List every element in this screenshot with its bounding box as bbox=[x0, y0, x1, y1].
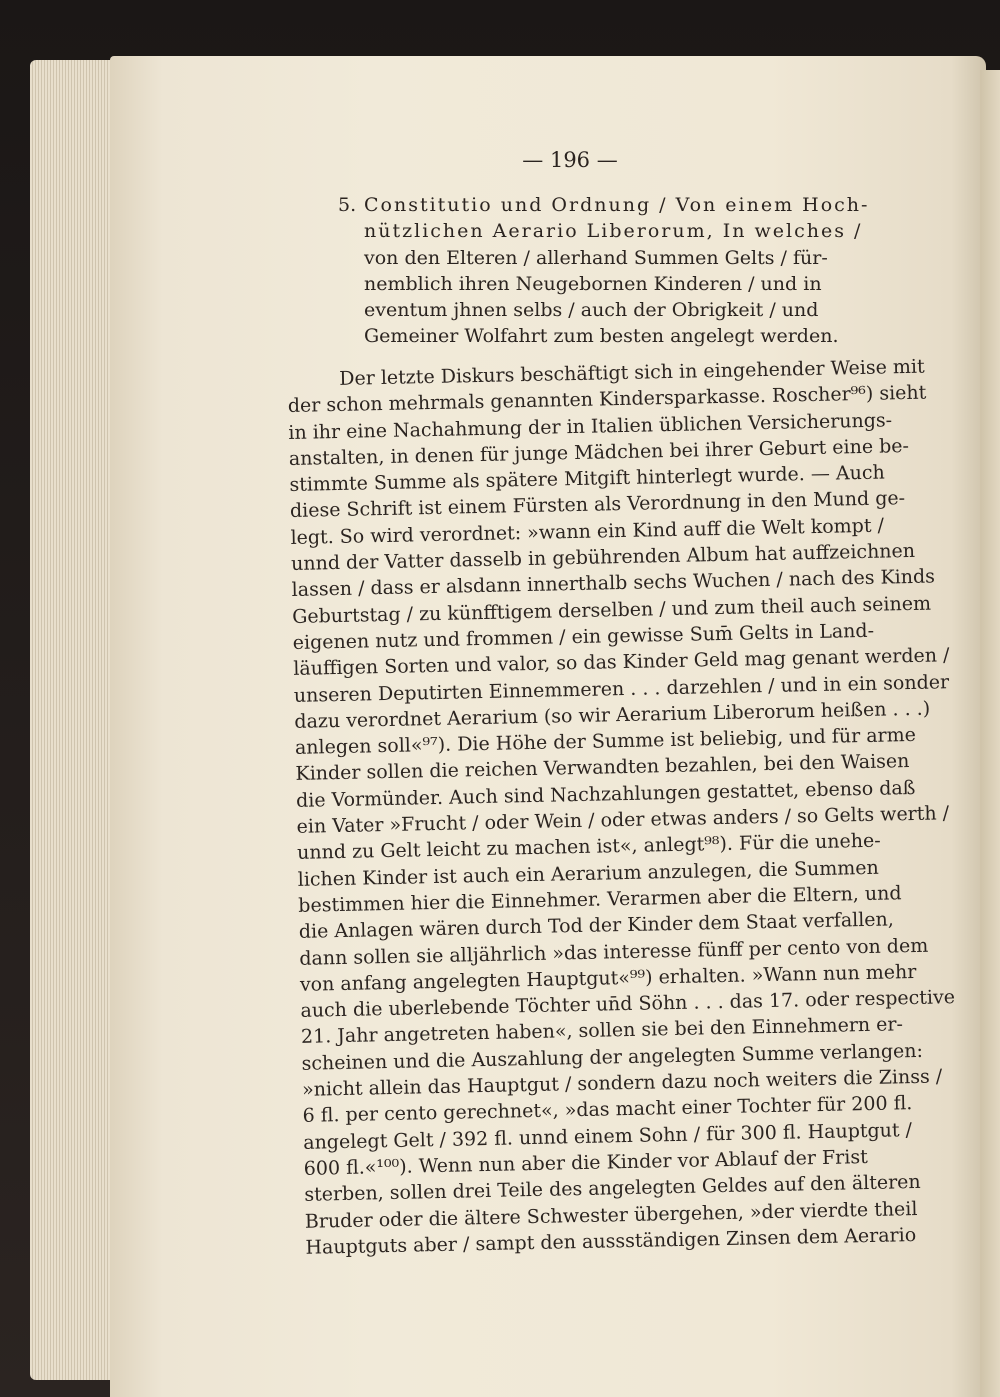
text-line: »nicht allein das Hauptgut / sondern dazu noch weiters die Zinss / bbox=[301, 1065, 943, 1101]
heading-line: nützlichen Aerario Liberorum, In welches / bbox=[364, 220, 863, 243]
text-line: die Anlagen wären durch Tod der Kinder dem Staat verfallen, bbox=[298, 908, 895, 944]
text-line: anlegen soll«⁹⁷). Die Höhe der Summe ist beliebig, und für arme bbox=[294, 724, 917, 760]
text-line: von anfang angelegten Hauptgut«⁹⁹) erhalten. »Wann nun mehr bbox=[299, 960, 917, 996]
text-line: sterben, sollen drei Teile des angelegten Geldes auf den älteren bbox=[304, 1171, 921, 1207]
text-line: angelegt Gelt / 392 fl. unnd einem Sohn / für 300 fl. Hauptgut / bbox=[303, 1118, 913, 1154]
text-line: der schon mehrmals genannten Kindersparkasse. Roscher⁹⁶) sieht bbox=[287, 381, 927, 418]
text-line: 21. Jahr angetreten haben«, sollen sie bei den Einnehmern er- bbox=[300, 1013, 904, 1049]
heading-line: nemblich ihren Neugebornen Kinderen / und in bbox=[364, 272, 822, 295]
text-line: bestimmen hier die Einnehmer. Verarmen aber die Eltern, und bbox=[298, 882, 902, 917]
text-line: scheinen und die Auszahlung der angelegten Summe verlangen: bbox=[301, 1039, 924, 1075]
text-line: stimmte Summe als spätere Mitgift hinterlegt wurde. — Auch bbox=[289, 461, 885, 497]
text-line: 600 fl.«¹⁰⁰). Wenn nun aber die Kinder vor Ablauf der Frist bbox=[303, 1145, 868, 1180]
text-line: lassen / dass er alsdann innerthalb sechs Wuchen / nach des Kinds bbox=[291, 565, 936, 602]
page-right-edge bbox=[980, 70, 1000, 1397]
text-line: 6 fl. per cento gerechnet«, »das macht einer Tochter für 200 fl. bbox=[302, 1092, 913, 1128]
text-line: legt. So wird verordnet: »wann ein Kind auff die Welt kompt / bbox=[290, 514, 885, 549]
text-line: Der letzte Diskurs beschäftigt sich in eingehender Weise mit bbox=[339, 355, 925, 390]
heading-line: Constitutio und Ordnung / Von einem Hoch- bbox=[364, 194, 870, 216]
text-line: anstalten, in denen für junge Mädchen bei ihrer Geburt eine be- bbox=[288, 434, 910, 470]
text-line: Hauptguts aber / sampt den aussständigen Zinsen dem Aerario bbox=[305, 1223, 917, 1259]
section-heading bbox=[338, 192, 870, 350]
heading-line: Gemeiner Wolfahrt zum besten angelegt werden. bbox=[364, 325, 839, 348]
text-line: lichen Kinder ist auch ein Aerarium anzulegen, die Summen bbox=[297, 856, 879, 891]
heading-line: eventum jhnen selbs / auch der Obrigkeit / und bbox=[364, 299, 819, 322]
text-line: läuffigen Sorten und valor, so das Kinder Geld mag genant werden / bbox=[293, 644, 950, 681]
page-number: — 196 — bbox=[522, 148, 618, 172]
heading-line: von den Elteren / allerhand Summen Gelts / für- bbox=[364, 246, 828, 269]
text-line: Kinder sollen die reichen Verwandten bezahlen, bei den Waisen bbox=[295, 750, 910, 786]
text-line: Bruder oder die ältere Schwester übergehen, »der vierdte theil bbox=[304, 1197, 918, 1233]
text-line: auch die uberlebende Töchter un̄d Söhn . . . das 17. oder respective bbox=[300, 986, 956, 1022]
text-line: dazu verordnet Aerarium (so wir Aerarium Liberorum heißen . . .) bbox=[294, 697, 931, 733]
text-line: in ihr eine Nachahmung der in Italien üblichen Versicherungs- bbox=[288, 408, 893, 444]
text-line: unnd der Vatter dasselb in gebührenden Album hat auffzeichnen bbox=[290, 539, 916, 576]
body-paragraph bbox=[287, 354, 956, 1261]
text-line: eigenen nutz und frommen / ein gewisse Sum̄ Gelts in Land- bbox=[292, 619, 875, 654]
text-line: dann sollen sie alljährlich »das interesse fünff per cento von dem bbox=[299, 934, 929, 970]
text-line: diese Schrift ist einem Fürsten als Verordnung in den Mund ge- bbox=[289, 487, 906, 523]
text-line: Geburtstag / zu künfftigem derselben / und zum theil auch seinem bbox=[291, 592, 932, 628]
text-line: unnd zu Gelt leicht zu machen ist«, anlegt⁹⁸). Für die unehe- bbox=[296, 830, 881, 865]
text-line: ein Vater »Frucht / oder Wein / oder etwas anders / so Gelts werth / bbox=[296, 802, 950, 838]
section-number: 5. bbox=[338, 194, 357, 216]
text-line: unseren Deputirten Einnemmeren . . . darzehlen / und in ein sonder bbox=[293, 670, 950, 707]
text-line: die Vormünder. Auch sind Nachzahlungen gestattet, ebenso daß bbox=[295, 776, 916, 812]
